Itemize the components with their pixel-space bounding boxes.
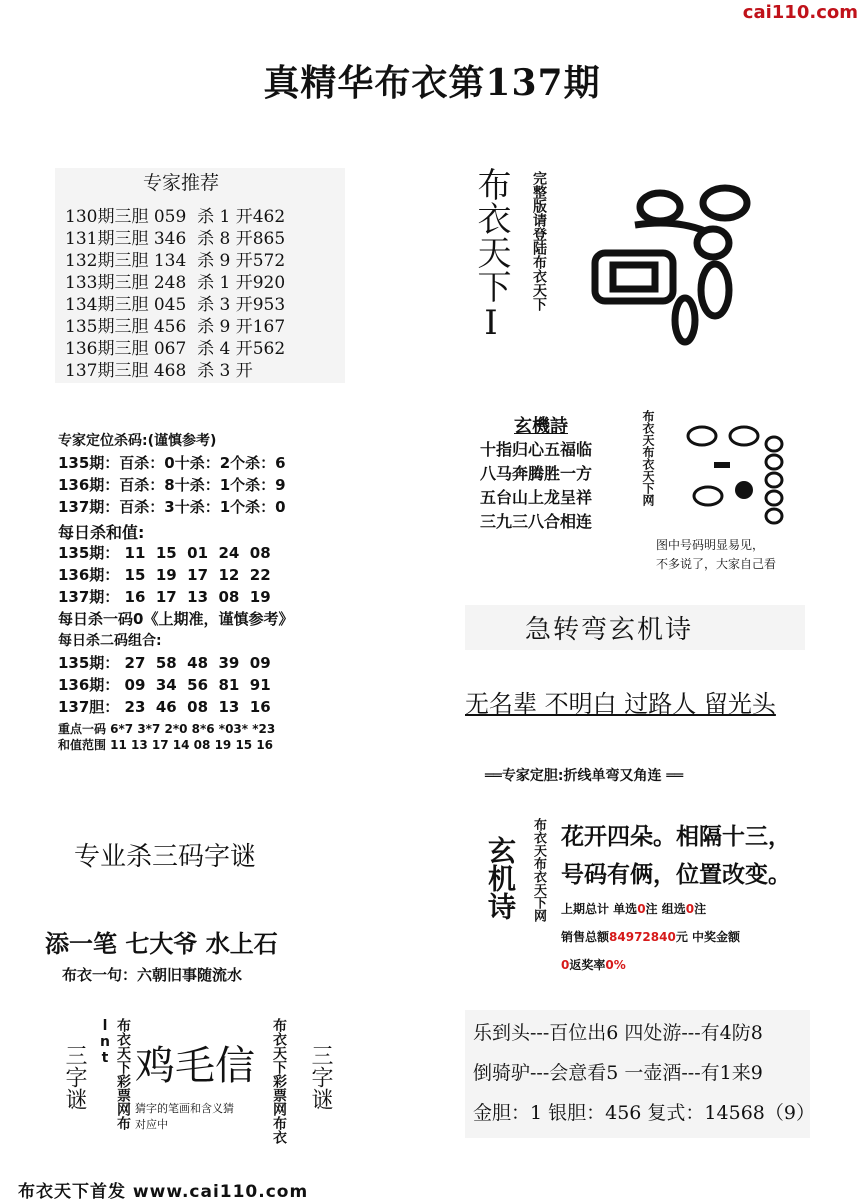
sum-range: 和值范围 11 13 17 14 08 19 15 16 (58, 738, 274, 752)
poem2-big: 玄机诗 (484, 836, 517, 920)
two-code-row: 137胆： 23 46 08 13 16 (58, 698, 271, 716)
riddle-text: 无名辈 不明白 过路人 留光头 (465, 690, 776, 718)
expert-heading: 专家推荐 (143, 172, 220, 194)
sum-row: 136期： 15 19 17 12 22 (58, 566, 271, 584)
byt-side-text: 完整版请登陆布衣天下 (531, 171, 547, 311)
one-code: 每日杀一码0《上期准，谨慎参考》 (58, 610, 294, 628)
stat-value: 84972840 (609, 930, 676, 944)
expert-row: 133期三胆 248 杀 1 开920 (65, 273, 286, 293)
xuanji-note: 不多说了，大家自己看 (656, 557, 777, 571)
coins-drawing (575, 175, 785, 360)
poem2-line: 号码有俩，位置改变。 (561, 861, 791, 888)
guess-line: 金胆：1 银胆：456 复式：14568（9） (473, 1102, 815, 1124)
xuanji-heading: 玄機詩 (514, 416, 568, 437)
xuanji-lines (480, 438, 630, 534)
stat-value: 0 (685, 902, 695, 916)
buyi-saying: 布衣一句：六朝旧事随流水 (62, 966, 243, 984)
xuanji-poem-panel (474, 410, 814, 575)
riddle-big: 鸡毛信 (135, 1043, 255, 1089)
expert-row: 136期三胆 067 杀 4 开562 (65, 339, 286, 359)
two-code-row: 135期： 27 58 48 39 09 (58, 654, 271, 672)
expert-dan-text: ══专家定胆:折线单弯又角连 ══ (485, 768, 684, 784)
poem2-stats (561, 900, 706, 917)
riddle-panel (465, 676, 805, 726)
riddle-v1: 布衣天下彩票网布lnt (97, 1018, 131, 1130)
three-char-riddle-panel (55, 1008, 355, 1158)
riddle-right-label: 三字谜 (308, 1044, 333, 1110)
poem-line: 五台山上龙呈祥 (480, 488, 593, 507)
stat-label: 注 组选 (645, 902, 686, 916)
riddle-heading: 专业杀三码字谜 (74, 842, 257, 872)
poskill-row: 137期：百杀：3十杀：1个杀：0 (58, 498, 286, 516)
riddle-hints: 添一笔 七大爷 水上石 (45, 929, 278, 958)
expert-row: 131期三胆 346 杀 8 开865 (65, 229, 286, 249)
sum-heading: 每日杀和值: (58, 523, 145, 542)
two-code-row: 136期： 09 34 56 81 91 (58, 676, 271, 694)
poskill-heading: 专家定位杀码:(谨慎参考) (58, 433, 217, 449)
expert-row: 137期三胆 468 杀 3 开 (65, 361, 253, 381)
key-code: 重点一码 6*7 3*7 2*0 8*6 *03* *23 (58, 722, 276, 736)
sum-row: 135期： 11 15 01 24 08 (58, 544, 271, 562)
coins-icon (674, 418, 814, 528)
guess-panel (465, 1010, 815, 1138)
sum-row: 137期： 16 17 13 08 19 (58, 588, 271, 606)
expert-row: 130期三胆 059 杀 1 开462 (65, 207, 286, 227)
byt-big-text: 布衣天下I (471, 167, 511, 343)
expert-row: 132期三胆 134 杀 9 开572 (65, 251, 286, 271)
riddle-hint: 对应中 (135, 1118, 168, 1131)
stat-value: 0 (561, 958, 570, 972)
poem-line: 八马奔腾胜一方 (480, 464, 593, 483)
expert-recommend-panel (55, 168, 345, 383)
riddle-v2: 布衣天下彩票网布衣 (271, 1018, 287, 1144)
stat-label: 返奖率 (569, 958, 606, 972)
poskill-row: 136期：百杀：8十杀：1个杀：9 (58, 476, 286, 494)
guess-line: 倒骑驴---会意看5 一壶酒---有1来9 (473, 1062, 763, 1084)
position-kill-panel (52, 430, 352, 750)
poem2-stats (561, 956, 626, 973)
stat-value: 0 (637, 902, 646, 916)
poem-line: 三九三八合相连 (480, 512, 593, 531)
riddle-poem-heading-panel (465, 605, 805, 650)
byt-image-panel (465, 165, 790, 365)
stat-value: 0% (605, 958, 626, 972)
riddle-hints-panel (45, 920, 355, 960)
stat-label: 元 中奖金额 (675, 930, 740, 944)
stat-label: 销售总额 (561, 930, 610, 944)
expert-row: 134期三胆 045 杀 3 开953 (65, 295, 286, 315)
footer-text: 布衣天下首发 www.cai110.com (18, 1182, 309, 1202)
riddle-hint: 猜字的笔画和含义猜 (135, 1102, 234, 1115)
guess-line: 乐到头---百位出6 四处游---有4防8 (473, 1022, 763, 1044)
page-title: 真精华布衣第137期 (263, 62, 601, 104)
stat-label: 注 (694, 902, 707, 916)
stat-label: 上期总计 单选 (561, 902, 638, 916)
poem-line: 十指归心五福临 (480, 440, 593, 459)
footer (18, 1177, 418, 1201)
riddle-poem-title: 急转弯玄机诗 (525, 615, 694, 645)
xuanji-note: 图中号码明显易见， (656, 538, 765, 552)
two-code-heading: 每日杀二码组合: (58, 633, 162, 649)
riddle-left-label: 三字谜 (62, 1044, 87, 1110)
kill-three-riddle-heading (52, 830, 352, 880)
expert-dan-panel (465, 765, 805, 787)
xuanji-poem2-panel (465, 800, 805, 990)
site-watermark: cai110.com (742, 2, 858, 23)
poem2-stats (561, 928, 740, 945)
expert-row: 135期三胆 456 杀 9 开167 (65, 317, 286, 337)
poem2-side: 布衣天布衣天下网 (531, 818, 546, 922)
poskill-row: 135期：百杀：0十杀：2个杀：6 (58, 454, 286, 472)
xuanji-side: 布衣天布衣天下网 (641, 410, 655, 506)
buyi-saying-panel (62, 962, 362, 988)
poem2-line: 花开四朵。相隔十三， (561, 823, 791, 850)
